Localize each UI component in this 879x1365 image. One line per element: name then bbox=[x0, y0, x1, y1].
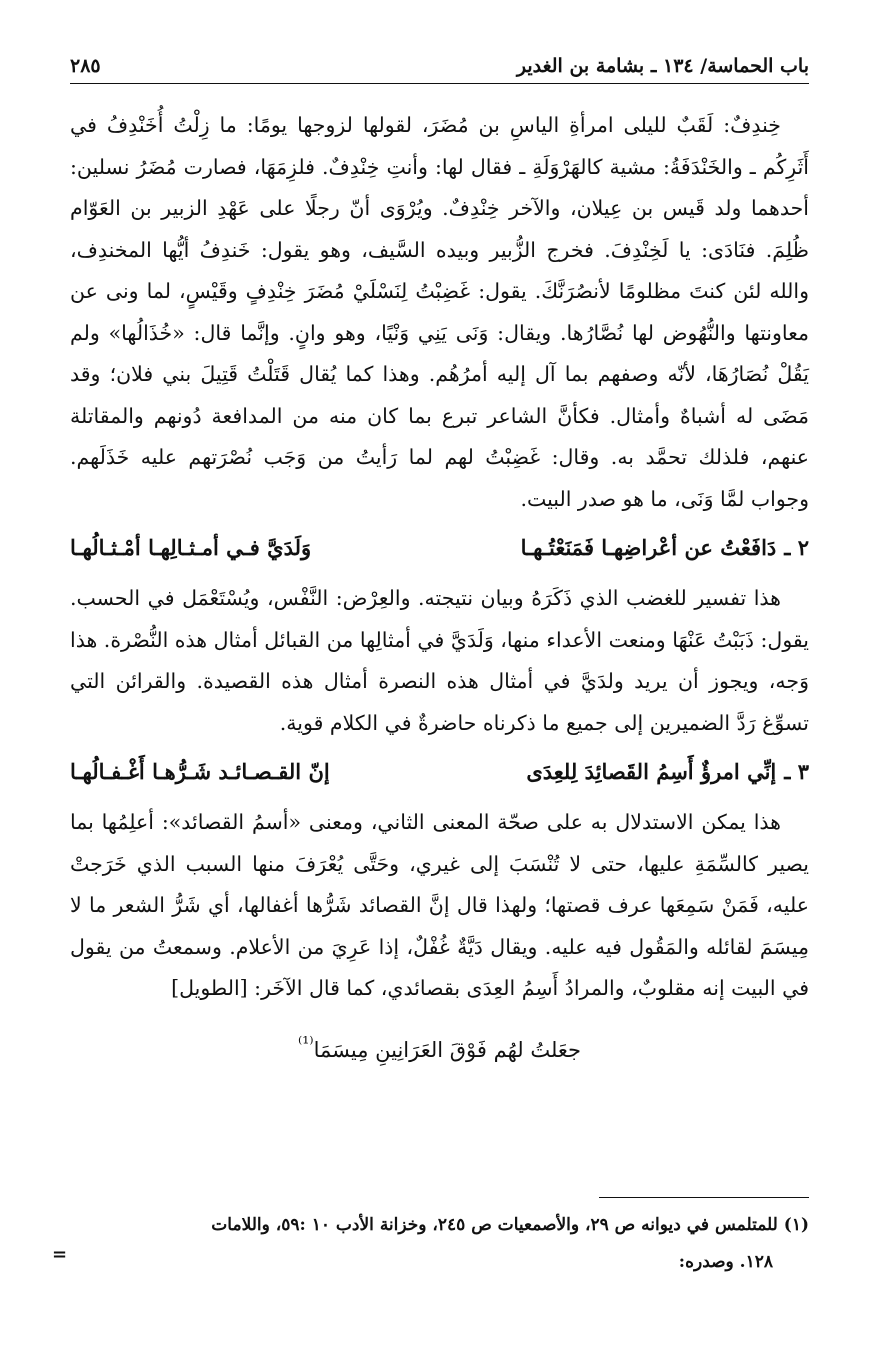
page-body bbox=[70, 105, 809, 1070]
footnote-divider bbox=[599, 1197, 809, 1198]
quoted-verse bbox=[70, 1024, 809, 1070]
verse-2-first-hemistich bbox=[521, 528, 809, 568]
verse-3-first-text: إنِّي امرؤٌ أَسِمُ القَصائِدَ لِلعِدَى bbox=[526, 759, 777, 784]
running-header bbox=[70, 55, 809, 84]
verse-3-number: ٣ ـ bbox=[784, 759, 809, 784]
page-number: ٢٨٥ bbox=[70, 55, 101, 77]
verse-2-number: ٢ ـ bbox=[784, 535, 809, 560]
continuation-mark: = bbox=[52, 1244, 68, 1265]
commentary-paragraph-3: هذا يمكن الاستدلال به على صحّة المعنى الثاني، ومعنى «أسمُ القصائد»: أعلِمُها بما يصير كالسِّمَةِ عليها، حتى لا تُنْسَبَ إلى غيري، وحَتَّى يُعْرَفَ منها السبب الذي خَرَجتْ عليه، فَمَنْ سَمِعَها عرف قصتها؛ ولهذا قال إنَّ القصائد شَرُّها أغفالها، أي شَرُّ الشعر ما لا مِيسَمَ لقائله والمَقُول فيه عليه. ويقال دَيَّةٌ غُفْلٌ، إذا عَرِيَ من الأعلام. وسمعتُ من يقول في البيت إنه مقلوبٌ، والمرادُ أَسِمُ العِدَى بقصائدي، كما قال الآخَر: [الطويل] bbox=[70, 810, 809, 1000]
verse-3 bbox=[70, 752, 809, 792]
verse-2-first-text: دَافَعْتُ عن أعْراضِهـا فَمَنَعْتُـهـا bbox=[520, 535, 777, 560]
commentary-paragraph-1: خِندِفٌ: لَقَبٌ لليلى امرأةِ الياسِ بن مُضَرَ، لقولها لزوجها يومًا: ما زِلْتُ أُخَنْدِفُ في أَثَرِكُم ـ والخَنْدَفَةُ: مشية كالهَرْوَلَةِ ـ فقال لها: وأنتِ خِنْدِفٌ. فلزِمَهَا، فصارت مُضَرُ نسلين: أحدهما ولد قَيس بن عِيلان، والآخر خِنْدِفٌ. ويُرْوَى أنّ رجلًا على عَهْدِ الزبير بن العَوّام ظُلِمَ. فنَادَى: يا لَخِنْدِفَ. فخرج الزُّبير وبيده السَّيف، وهو يقول: خَندِفُ أيُّها المخندِف، والله لئن كنتَ مظلومًا لأنصُرَنَّكَ. يقول: غَضِبْتُ لِنَسْلَيْ مُضَرَ خِنْدِفٍ وقَيْسٍ، لما ونى عن معاونتها والنُّهُوض لها نُصَّارُها. ويقال: وَنَى يَنِي وَنْيًا، وهو وانٍ. وإنَّما قال: «خُذَالُها» ولم يَقُلْ نُصَارُهَا، لأنّه وصفهم بما آل إليه أمرُهُم. وهذا كما يُقال قَتَلْتُ قَتِيلَ بني فلان؛ وقد مَضَى له أشباهٌ وأمثال. فكأنَّ الشاعر تبرع بما كان منه من المدافعة دُونهم والمقاتلة عنهم، فلذلك تحمَّد به. وقال: غَضِبْتُ لهم لما رَأيتُ من وَجَب نُصْرَتهم عليه خَذَلَهم. وجواب لمَّا وَنَى، ما هو صدر البيت. bbox=[70, 113, 809, 511]
footnote-line-2: ١٢٨. وصدره: bbox=[678, 1252, 773, 1272]
footnote-marker: ⁽¹⁾ bbox=[297, 1033, 314, 1054]
footnote-text-1: للمتلمس في ديوانه ص ٢٩، والأصمعيات ص ٢٤٥، وخزانة الأدب ١٠ :٥٩، واللامات bbox=[211, 1215, 778, 1235]
footnote-line-1 bbox=[70, 1207, 809, 1244]
running-title: باب الحماسة/ ١٣٤ ـ بشامة بن الغدير bbox=[516, 55, 809, 77]
verse-2 bbox=[70, 528, 809, 568]
footnote bbox=[70, 1207, 809, 1281]
verse-2-second-hemistich: وَلَدَيَّ فـي أمـثـالِهـا أمْـثـالُهـا bbox=[70, 535, 312, 560]
quoted-verse-text: جعَلتُ لهُم فَوْقَ العَرَانِينِ مِيسَمَا bbox=[313, 1037, 582, 1062]
verse-3-second-hemistich: إنّ القـصـائـد شَـرُّهـا أَغْـفـالُهـا bbox=[70, 759, 330, 784]
verse-3-first-hemistich bbox=[526, 752, 809, 792]
commentary-paragraph-2: هذا تفسير للغضب الذي ذَكَرَهُ وبيان نتيجته. والعِرْض: النَّفْس، ويُسْتَعْمَل في الحسب. يقول: ذَبَبْتُ عَنْهَا ومنعت الأعداء منها، وَلَدَيَّ في أمثالِها من القبائل أمثال هذه النُّصْرة. هذا وَجه، ويجوز أن يريد ولدَيَّ في أمثال هذه النصرة أمثال هذه القصيدة. والقرائن التي تسوِّغ رَدَّ الضميرين إلى جميع ما ذكرناه حاضرةٌ في الكلام قوية. bbox=[70, 586, 809, 735]
footnote-number: (١) bbox=[783, 1215, 809, 1235]
